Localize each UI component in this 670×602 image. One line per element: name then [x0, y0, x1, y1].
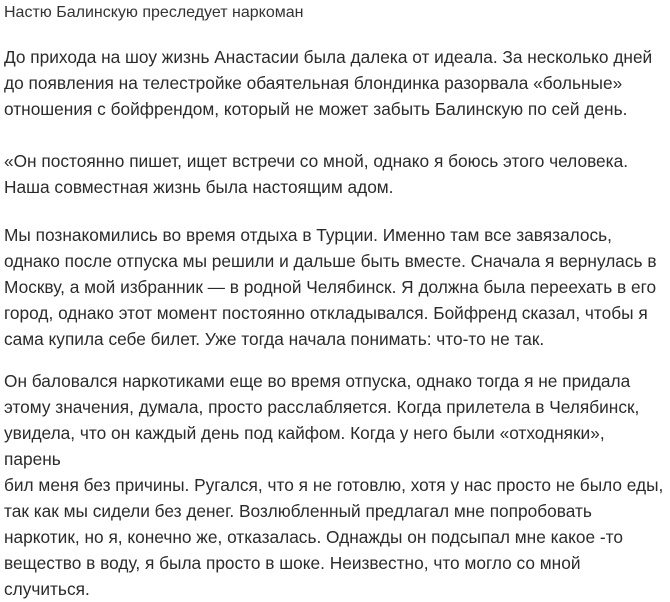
article-paragraph-1: До прихода на шоу жизнь Анастасии была далека от идеала. За несколько дней до появления на телестройке обаятельная блондинка разорвала «больные» отношения с бойфрендом, который не может забыть Балинскую по сей день.: [4, 47, 653, 119]
article-paragraph-3: Мы познакомились во время отдыха в Турции. Именно там все завязалось, однако после отпуска мы решили и дальше быть вместе. Сначала я вернулась в Москву, а мой избранник — в родной Челябинск. Я должна была переехать в его город, однако этот момент постоянно откладывался. Бойфренд сказал, чтобы я сама купила себе билет. Уже тогда начала понимать: что-то не так.: [4, 225, 657, 349]
article-title: Настю Балинскую преследует наркоман: [4, 4, 304, 21]
article: [4, 0, 666, 599]
article-paragraph-2: «Он постоянно пишет, ищет встречи со мной, однако я боюсь этого человека. Наша совместная жизнь была настоящим адом.: [4, 151, 629, 197]
article-paragraph-4: Он баловался наркотиками еще во время отпуска, однако тогда я не придала этому значения, думала, просто расслабляется. Когда прилетела в Челябинск, увидела, что он каждый день под кайфом. Когда у него были «отходняки», парень бил меня без причины. Ругался, что я не готовлю, хотя у нас просто не было еды, так как мы сидели без денег. Возлюбленный предлагал мне попробовать наркотик, но я, конечно же, отказалась. Однажды он подсыпал мне какое -то вещество в воду, я была просто в шоке. Неизвестно, что могло со мной случиться.: [4, 371, 664, 599]
